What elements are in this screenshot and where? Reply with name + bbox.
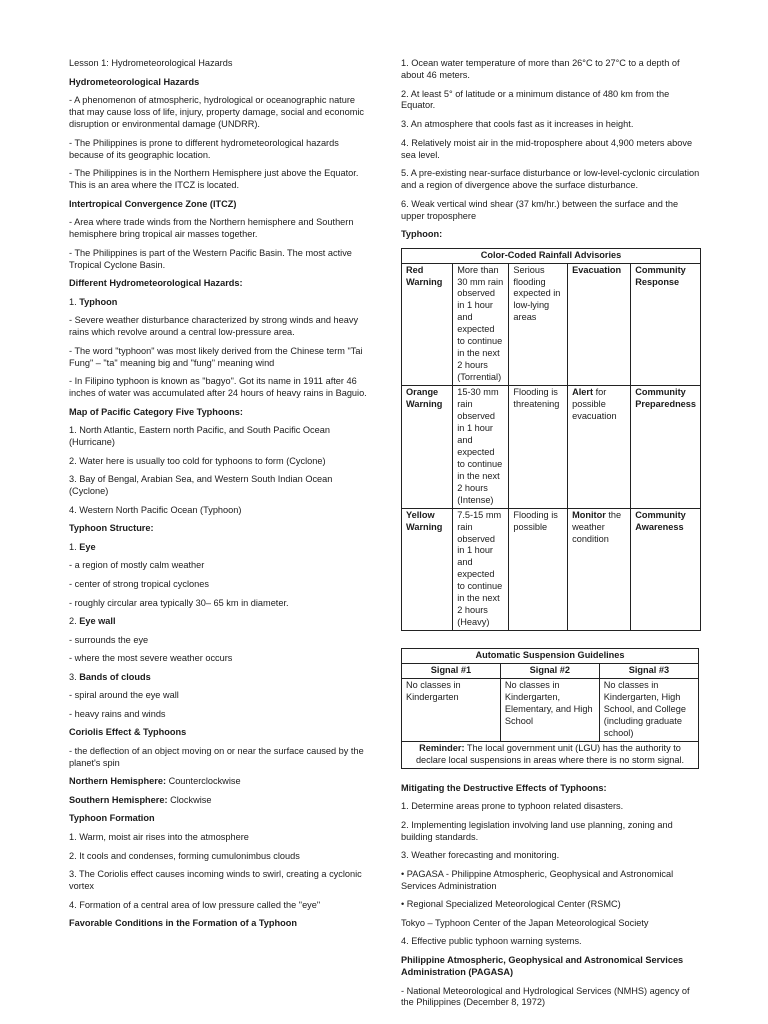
heading-structure: Typhoon Structure:	[69, 523, 154, 534]
paragraph-typhoon-1: - Severe weather disturbance characterized by strong winds and heavy rains which revolve around a central low-pressure area.	[69, 315, 359, 338]
heading-hazards: Hydrometeorological Hazards	[69, 76, 200, 87]
paragraph-itcz-1: - Area where trade winds from the Northern hemisphere and Southern hemisphere bring tropical air masses together.	[69, 217, 354, 240]
mitigation-5: • Regional Specialized Meteorological Center (RSMC)	[401, 899, 621, 910]
northern-hemisphere-line	[69, 776, 369, 788]
lesson-title: Lesson 1: Hydrometeorological Hazards	[69, 58, 233, 68]
mitigation-3: 3. Weather forecasting and monitoring.	[401, 850, 560, 861]
flooding: Flooding is threatening	[509, 386, 568, 509]
eye-line-1: - a region of mostly calm weather	[69, 560, 205, 571]
condition-6: 6. Weak vertical wind shear (37 km/hr.) between the surface and the upper troposphere	[401, 198, 679, 221]
signal-rule: No classes in Kindergarten	[402, 679, 501, 742]
mitigation-4: • PAGASA - Philippine Atmospheric, Geophysical and Astronomical Services Administration	[401, 868, 674, 891]
heading-different-hazards: Different Hydrometeorological Hazards:	[69, 278, 243, 289]
item-eye-wall	[69, 616, 369, 628]
coriolis-definition: - the deflection of an object moving on or near the surface caused by the planet's spin	[69, 745, 364, 768]
southern-hemisphere-label: Southern Hemisphere:	[69, 794, 168, 805]
item-eye	[69, 542, 369, 554]
community-response: Community Awareness	[631, 508, 701, 631]
wall-line-2: - where the most severe weather occurs	[69, 653, 233, 664]
reminder-text: The local government unit (LGU) has the authority to declare local suspensions in areas where there is no storm signal.	[415, 742, 685, 765]
signal-header: Signal #3	[599, 664, 698, 679]
map-item-1: 1. North Atlantic, Eastern north Pacific, and South Pacific Ocean (Hurricane)	[69, 425, 330, 448]
community-response: Community Preparedness	[631, 386, 701, 509]
northern-hemisphere-value: Counterclockwise	[168, 776, 241, 787]
eye-line-2: - center of strong tropical cyclones	[69, 578, 209, 589]
heading-pagasa: Philippine Atmospheric, Geophysical and Astronomical Services Administration (PAGASA)	[401, 955, 684, 977]
item-label: Eye wall	[79, 616, 116, 627]
rain-amount: 7.5-15 mm rain observed in 1 hour and expected to continue in the next 2 hours (Heavy)	[453, 508, 509, 631]
mitigation-2: 2. Implementing legislation involving land use planning, zoning and building standards.	[401, 819, 673, 842]
mitigation-1: 1. Determine areas prone to typhoon related disasters.	[401, 801, 624, 812]
reminder-label: Reminder:	[419, 742, 465, 753]
rain-amount: More than 30 mm rain observed in 1 hour and expected to continue in the next 2 hours (Torrential)	[453, 263, 509, 386]
flooding: Flooding is possible	[509, 508, 568, 631]
action-detail: for possible evacuation	[572, 387, 617, 421]
item-number: 1.	[69, 296, 77, 307]
item-label: Typhoon	[79, 296, 118, 307]
item-label: Eye	[79, 541, 96, 552]
item-number: 3.	[69, 671, 77, 682]
table-row	[402, 741, 699, 768]
action-keyword: Alert	[572, 387, 594, 398]
condition-3: 3. An atmosphere that cools fast as it increases in height.	[401, 119, 634, 129]
action-detail: the weather condition	[572, 509, 622, 544]
mitigation-7: 4. Effective public typhoon warning systems.	[401, 936, 582, 947]
map-item-2: 2. Water here is usually too cold for typhoons to form (Cyclone)	[69, 455, 326, 466]
table-row	[402, 679, 699, 742]
map-item-4: 4. Western North Pacific Ocean (Typhoon)	[69, 504, 242, 515]
pagasa-definition: - National Meteorological and Hydrological Services (NMHS) agency of the Philippines (December 8, 1972)	[401, 985, 690, 1008]
community-response: Community Response	[631, 263, 701, 386]
mitigation-6: Tokyo – Typhoon Center of the Japan Meteorological Society	[401, 917, 649, 928]
signal-header: Signal #2	[500, 664, 599, 679]
flooding: Serious flooding expected in low-lying areas	[509, 263, 568, 386]
paragraph-typhoon-2: - The word "typhoon" was most likely derived from the Chinese term "Tai Fung" – "ta" meaning big and "fung" meaning wind	[69, 345, 363, 368]
action	[568, 386, 631, 509]
formation-step-2: 2. It cools and condenses, forming cumulonimbus clouds	[69, 850, 300, 861]
right-column	[401, 58, 701, 1016]
action	[568, 263, 631, 386]
left-column	[69, 58, 369, 937]
heading-typhoon: Typhoon:	[401, 229, 443, 240]
item-number: 1.	[69, 541, 77, 552]
southern-hemisphere-value: Clockwise	[170, 794, 212, 805]
bands-line-2: - heavy rains and winds	[69, 708, 166, 719]
table-row	[402, 263, 701, 386]
table-row	[402, 508, 701, 631]
item-bands	[69, 672, 369, 684]
formation-step-1: 1. Warm, moist air rises into the atmosphere	[69, 832, 249, 843]
signal-rule: No classes in Kindergarten, Elementary, and High School	[500, 679, 599, 742]
condition-5: 5. A pre-existing near-surface disturbance or low-level-cyclonic circulation and a region of divergence above the surface disturbance.	[401, 168, 700, 190]
heading-itcz: Intertropical Convergence Zone (ITCZ)	[69, 198, 237, 209]
heading-coriolis: Coriolis Effect & Typhoons	[69, 727, 187, 738]
southern-hemisphere-line	[69, 795, 369, 807]
reminder	[402, 741, 699, 768]
action-keyword: Monitor	[572, 509, 606, 520]
northern-hemisphere-label: Northern Hemisphere:	[69, 776, 166, 787]
map-item-3: 3. Bay of Bengal, Arabian Sea, and Western South Indian Ocean (Cyclone)	[69, 474, 333, 497]
suspension-guidelines-table	[401, 648, 699, 769]
table-header-row	[402, 664, 699, 679]
action-keyword: Evacuation	[572, 264, 622, 275]
item-label: Bands of clouds	[79, 671, 151, 682]
paragraph-itcz-2: - The Philippines is part of the Western Pacific Basin. The most active Tropical Cyclone Basin.	[69, 247, 352, 270]
warning-level: Orange Warning	[402, 386, 453, 509]
heading-formation: Typhoon Formation	[69, 813, 155, 824]
table-caption: Color-Coded Rainfall Advisories	[402, 248, 701, 263]
condition-2: 2. At least 5° of latitude or a minimum distance of 480 km from the Equator.	[401, 88, 670, 111]
formation-step-3: 3. The Coriolis effect causes incoming winds to swirl, creating a cyclonic vortex	[69, 869, 362, 892]
paragraph-prone: - The Philippines is prone to different hydrometeorological hazards because of its geographic location.	[69, 137, 339, 160]
bands-line-1: - spiral around the eye wall	[69, 690, 179, 701]
paragraph-typhoon-3: - In Filipino typhoon is known as "bagyo". Got its name in 1911 after 46 inches of water was accumulated after 24 hours of heavy rains in Baguio.	[69, 376, 367, 399]
eye-line-3: - roughly circular area typically 30– 65 km in diameter.	[69, 597, 289, 608]
wall-line-1: - surrounds the eye	[69, 634, 149, 645]
action	[568, 508, 631, 631]
item-typhoon	[69, 297, 369, 309]
rainfall-advisory-table	[401, 248, 701, 632]
formation-step-4: 4. Formation of a central area of low pressure called the "eye"	[69, 899, 321, 910]
heading-mitigating: Mitigating the Destructive Effects of Typhoons:	[401, 782, 607, 793]
warning-level: Red Warning	[402, 263, 453, 386]
paragraph-northern: - The Philippines is in the Northern Hemisphere just above the Equator. This is an area where the ITCZ is located.	[69, 168, 359, 190]
table-caption: Automatic Suspension Guidelines	[402, 649, 699, 664]
rain-amount: 15-30 mm rain observed in 1 hour and expected to continue in the next 2 hours (Intense)	[453, 386, 509, 509]
item-number: 2.	[69, 616, 77, 627]
signal-rule: No classes in Kindergarten, High School, and College (including graduate school)	[599, 679, 698, 742]
condition-1: 1. Ocean water temperature of more than 26°C to 27°C to a depth of about 46 meters.	[401, 58, 680, 80]
signal-header: Signal #1	[402, 664, 501, 679]
heading-map: Map of Pacific Category Five Typhoons:	[69, 406, 243, 417]
paragraph-definition: - A phenomenon of atmospheric, hydrological or oceanographic nature that may cause loss of life, injury, property damage, social and economic disruption or environmental damage (UNDRR).	[69, 95, 364, 129]
heading-favorable: Favorable Conditions in the Formation of a Typhoon	[69, 918, 297, 929]
condition-4: 4. Relatively moist air in the mid-troposphere about 4,900 meters above sea level.	[401, 137, 693, 160]
table-row	[402, 386, 701, 509]
warning-level: Yellow Warning	[402, 508, 453, 631]
